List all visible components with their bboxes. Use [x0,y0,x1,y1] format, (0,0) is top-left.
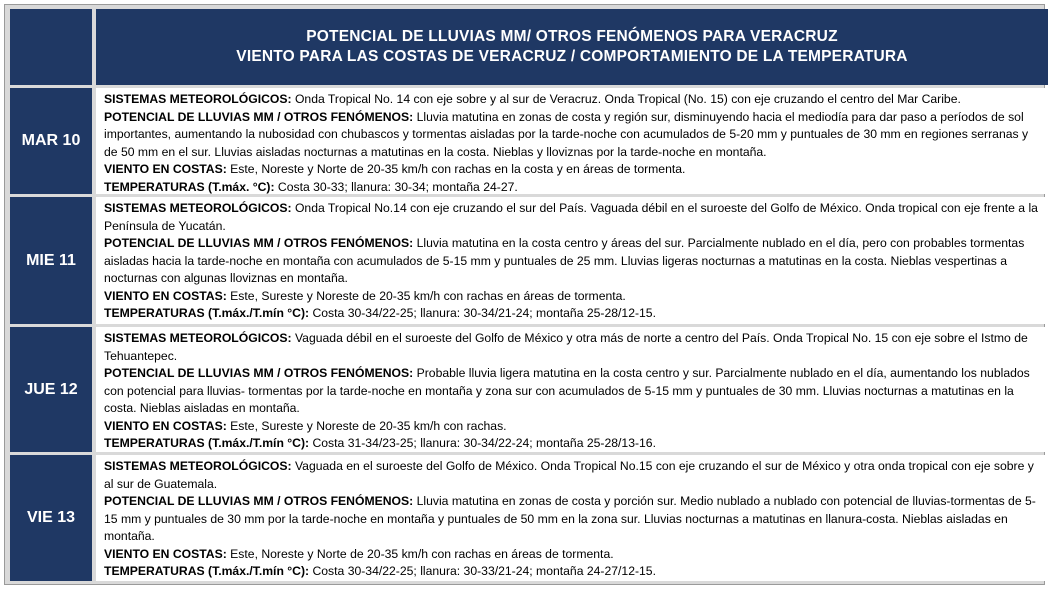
lluvias-label: POTENCIAL DE LLUVIAS MM / OTROS FENÓMENOS: [104,366,414,380]
sistemas-text: Onda Tropical No.14 con eje cruzando el sur del País. Vaguada débil en el suroeste del Golfo de México. Onda tropical con eje frente a la Península de Yucatán. [104,201,1038,233]
temp-line [104,435,1040,453]
temp-line [104,305,1040,323]
lluvias-line [104,493,1040,546]
viento-line [104,418,1040,436]
lluvias-line [104,235,1040,288]
lluvias-text: Lluvia matutina en zonas de costa y porción sur. Medio nublado a nublado con potencial de lluvias-tormentas de 5-15 mm y puntuales de 30 mm por la tarde-noche en montaña y puntuales de 50 mm en la zona sur. Lluvias nocturnas a matutinas en llanura-costa. Nieblas aisladas en montaña. [104,494,1036,543]
viento-label: VIENTO EN COSTAS: [104,162,227,176]
day-label-mar-10: MAR 10 [10,88,92,194]
temp-text: Costa 31-34/23-25; llanura: 30-34/22-24; montaña 25-28/13-16. [309,436,656,450]
temp-text: Costa 30-33; llanura: 30-34; montaña 24-27. [274,179,518,194]
viento-label: VIENTO EN COSTAS: [104,546,227,561]
temp-label: TEMPERATURAS (T.máx. °C): [104,179,275,194]
viento-label: VIENTO EN COSTAS: [104,288,227,303]
sistemas-text: Onda Tropical No. 14 con eje sobre y al sur de Veracruz. Onda Tropical (No. 15) con eje cruzando el centro del Mar Caribe. [291,92,961,106]
forecast-cell-mar-10 [96,88,1048,194]
day-label-mie-11: MIE 11 [10,197,92,324]
forecast-table [4,4,1045,585]
lluvias-label: POTENCIAL DE LLUVIAS MM / OTROS FENÓMENOS: [104,494,414,508]
forecast-cell-jue-12 [96,327,1048,452]
lluvias-line [104,109,1040,162]
header-line-1: POTENCIAL DE LLUVIAS MM/ OTROS FENÓMENOS PARA VERACRUZ [306,28,838,45]
forecast-cell-mie-11 [96,197,1048,324]
temp-label: TEMPERATURAS (T.máx./T.mín °C): [104,436,310,450]
header-corner-cell [10,9,92,85]
lluvias-label: POTENCIAL DE LLUVIAS MM / OTROS FENÓMENOS: [104,236,414,250]
viento-line [104,288,1040,306]
sistemas-line [104,330,1040,365]
viento-text: Este, Sureste y Noreste de 20-35 km/h con rachas en áreas de tormenta. [226,288,626,303]
sistemas-line [104,91,1040,109]
temp-line [104,179,1040,197]
viento-text: Este, Noreste y Norte de 20-35 km/h con rachas en la costa y en áreas de tormenta. [226,162,686,176]
sistemas-label: SISTEMAS METEOROLÓGICOS: [104,331,292,345]
sistemas-line [104,200,1040,235]
lluvias-label: POTENCIAL DE LLUVIAS MM / OTROS FENÓMENOS: [104,109,414,124]
lluvias-text: Probable lluvia ligera matutina en la costa centro y sur. Parcialmente nublado en el día, aumentando los nublados con potencial para lluvias- tormentas por la tarde-noche en montaña y zona sur con acumulados de 5-15 mm y puntuales de 30 mm. Lluvias nocturnas a matutinas en la costa. Nieblas aisladas en montaña. [104,366,1030,415]
lluvias-text: Lluvia matutina en zonas de costa y región sur, disminuyendo hacia el mediodía para dar paso a períodos de sol importantes, aumentando la nubosidad con chubascos y tormentas aisladas por la tarde-noche con acumulados de 5-20 mm y puntuales de 30 mm en regiones serranas y de 50 mm en el sur. Lluvias aisladas nocturnas a matutinas en la costa. Nieblas y lloviznas por la tarde-noche en montaña. [104,109,1029,159]
temp-label: TEMPERATURAS (T.máx./T.mín °C): [104,306,310,320]
sistemas-line [104,458,1040,493]
temp-line [104,563,1040,581]
sistemas-text: Vaguada en el suroeste del Golfo de México. Onda Tropical No.15 con eje cruzando el sur de México y otra onda tropical con eje sobre y al sur de Guatemala. [104,459,1034,491]
header-line-2: VIENTO PARA LAS COSTAS DE VERACRUZ / COMPORTAMIENTO DE LA TEMPERATURA [236,48,908,65]
viento-text: Este, Sureste y Noreste de 20-35 km/h con rachas. [226,418,507,433]
day-label-jue-12: JUE 12 [10,327,92,452]
table-header [96,9,1048,85]
viento-label: VIENTO EN COSTAS: [104,418,227,433]
lluvias-text: Lluvia matutina en la costa centro y áreas del sur. Parcialmente nublado en el día, pero con probables tormentas aisladas hacia la tarde-noche en montaña con acumulados de 5-15 mm y puntuales de 25 mm. Lluvias ligeras nocturnas a matutinas en la costa. Nieblas vespertinas a nocturnas con algunas lloviznas en montaña. [104,236,1025,285]
viento-line [104,161,1040,179]
forecast-cell-vie-13 [96,455,1048,581]
viento-line [104,546,1040,564]
viento-text: Este, Noreste y Norte de 20-35 km/h con rachas en áreas de tormenta. [226,546,614,561]
lluvias-line [104,365,1040,418]
temp-text: Costa 30-34/22-25; llanura: 30-33/21-24; montaña 24-27/12-15. [309,564,656,578]
sistemas-text: Vaguada débil en el suroeste del Golfo de México y otra más de norte a centro del País. Onda Tropical No. 15 con eje sobre el Istmo de Tehuantepec. [104,331,1028,363]
sistemas-label: SISTEMAS METEOROLÓGICOS: [104,459,292,473]
sistemas-label: SISTEMAS METEOROLÓGICOS: [104,92,292,106]
temp-label: TEMPERATURAS (T.máx./T.mín °C): [104,564,310,578]
day-label-vie-13: VIE 13 [10,455,92,581]
sistemas-label: SISTEMAS METEOROLÓGICOS: [104,201,292,215]
temp-text: Costa 30-34/22-25; llanura: 30-34/21-24; montaña 25-28/12-15. [309,306,656,320]
